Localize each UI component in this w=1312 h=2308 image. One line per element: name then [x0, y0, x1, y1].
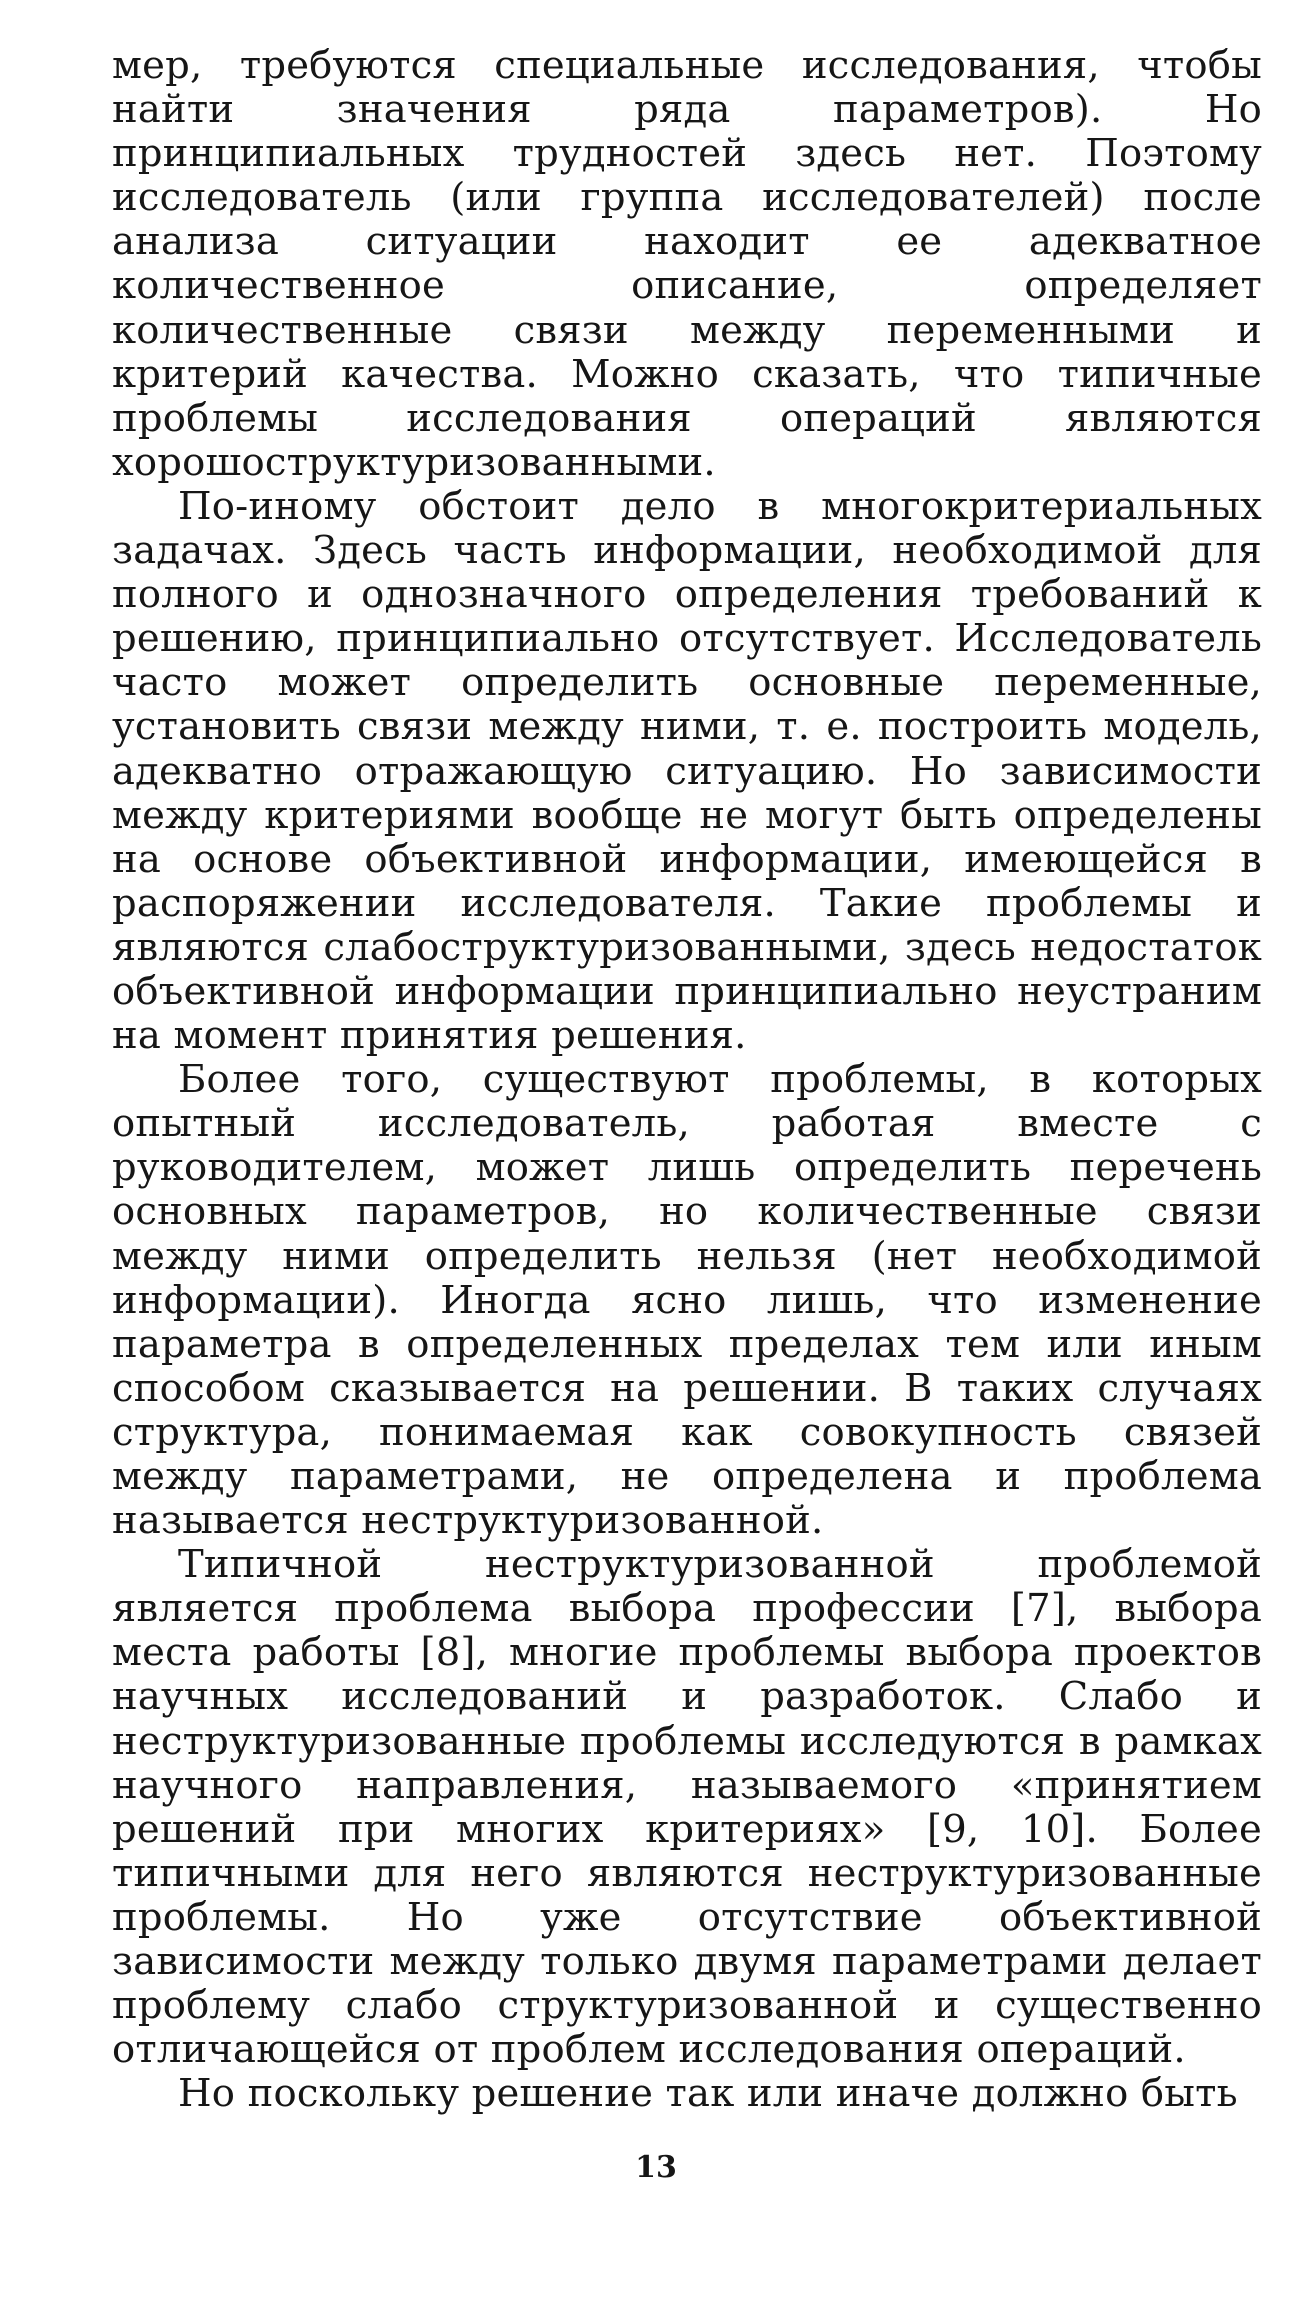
page-number: 13	[635, 2150, 677, 2185]
paragraph-4: Типичной неструктуризованной проблемой является проблема выбора профессии [7], выбора места работы [8], многие проблемы выбора проектов научных исследований и разработок. Слабо и неструктуризованные проблемы исследуются в рамках научного направления, называемого «принятием решений при многих критериях» [9, 10]. Более типичными для него являются неструктуризованные проблемы. Но уже отсутствие объективной зависимости между только двумя параметрами делает проблему слабо структуризованной и существенно отличающейся от проблем исследования операций.	[112, 1542, 1262, 2073]
paragraph-1: мер, требуются специальные исследования, чтобы найти значения ряда параметров). Но принципиальных трудностей здесь нет. Поэтому исследователь (или группа исследователей) после анализа ситуации находит ее адекватное количественное описание, определяет количественные связи между переменными и критерий качества. Можно сказать, что типичные проблемы исследования операций являются хорошоструктуризованными.	[112, 43, 1262, 485]
body-text	[112, 44, 1262, 2116]
paragraph-3: Более того, существуют проблемы, в которых опытный исследователь, работая вместе с руководителем, может лишь определить перечень основных параметров, но количественные связи между ними определить нельзя (нет необходимой информации). Иногда ясно лишь, что изменение параметра в определенных пределах тем или иным способом сказывается на решении. В таких случаях структура, понимаемая как совокупность связей между параметрами, не определена и проблема называется неструктуризованной.	[112, 1057, 1262, 1544]
paragraph-2: По-иному обстоит дело в многокритериальных задачах. Здесь часть информации, необходимой для полного и однозначного определения требований к решению, принципиально отсутствует. Исследователь часто может определить основные переменные, установить связи между ними, т. е. построить модель, адекватно отражающую ситуацию. Но зависимости между критериями вообще не могут быть определены на основе объективной информации, имеющейся в распоряжении исследователя. Такие проблемы и являются слабоструктуризованными, здесь недостаток объективной информации принципиально неустраним на момент принятия решения.	[112, 483, 1262, 1059]
paragraph-5: Но поскольку решение так или иначе должно быть	[178, 2071, 1238, 2117]
